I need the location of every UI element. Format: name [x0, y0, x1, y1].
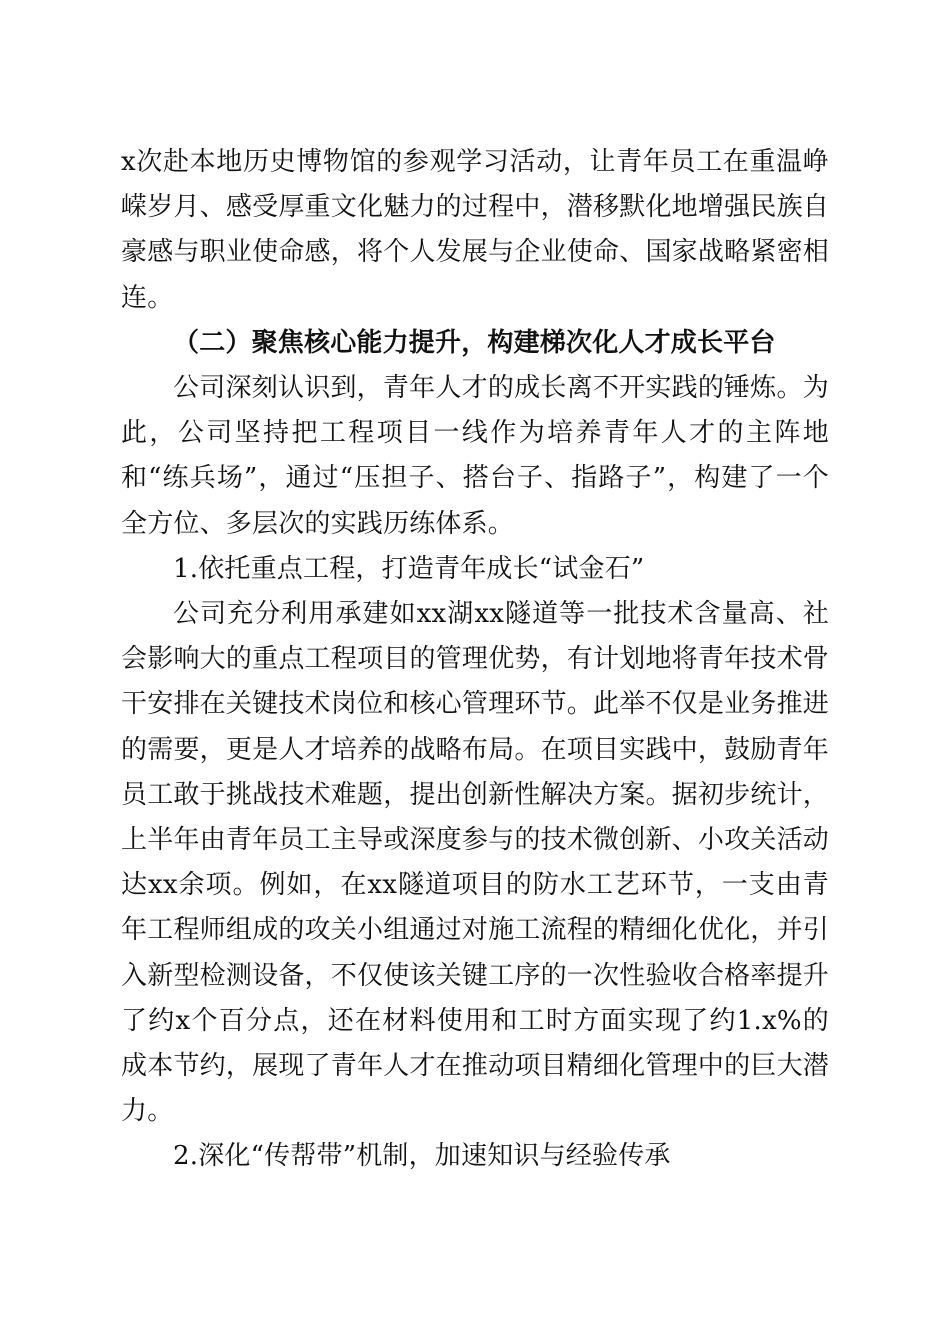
paragraph-continuation: x次赴本地历史博物馆的参观学习活动，让青年员工在重温峥嵘岁月、感受厚重文化魅力的过程中，潜移默化地增强民族自豪感与职业使命感，将个人发展与企业使命、国家战略紧密相连。	[121, 147, 829, 313]
sub-heading: 1.依托重点工程，打造青年成长“试金石”	[173, 553, 645, 584]
sub-heading: 2.深化“传帮带”机制，加速知识与经验传承	[173, 1141, 671, 1172]
document-body	[121, 140, 829, 1180]
paragraph: 公司充分利用承建如xx湖xx隧道等一批技术含量高、社会影响大的重点工程项目的管理优势，有计划地将青年技术骨干安排在关键技术岗位和核心管理环节。此举不仅是业务推进的需要，更是人才培养的战略布局。在项目实践中，鼓励青年员工敢于挑战技术难题，提出创新性解决方案。据初步统计，上半年由青年员工主导或深度参与的技术微创新、小攻关活动达xx余项。例如，在xx隧道项目的防水工艺环节，一支由青年工程师组成的攻关小组通过对施工流程的精细化优化，并引入新型检测设备，不仅使该关键工序的一次性验收合格率提升了约x个百分点，还在材料使用和工时方面实现了约1.x%的成本节约，展现了青年人才在推动项目精细化管理中的巨大潜力。	[121, 599, 829, 1127]
section-heading: （二）聚焦核心能力提升，构建梯次化人才成长平台	[173, 327, 776, 358]
paragraph: 公司深刻认识到，青年人才的成长离不开实践的锤炼。为此，公司坚持把工程项目一线作为培养青年人才的主阵地和“练兵场”，通过“压担子、搭台子、指路子”，构建了一个全方位、多层次的实践历练体系。	[121, 373, 829, 539]
